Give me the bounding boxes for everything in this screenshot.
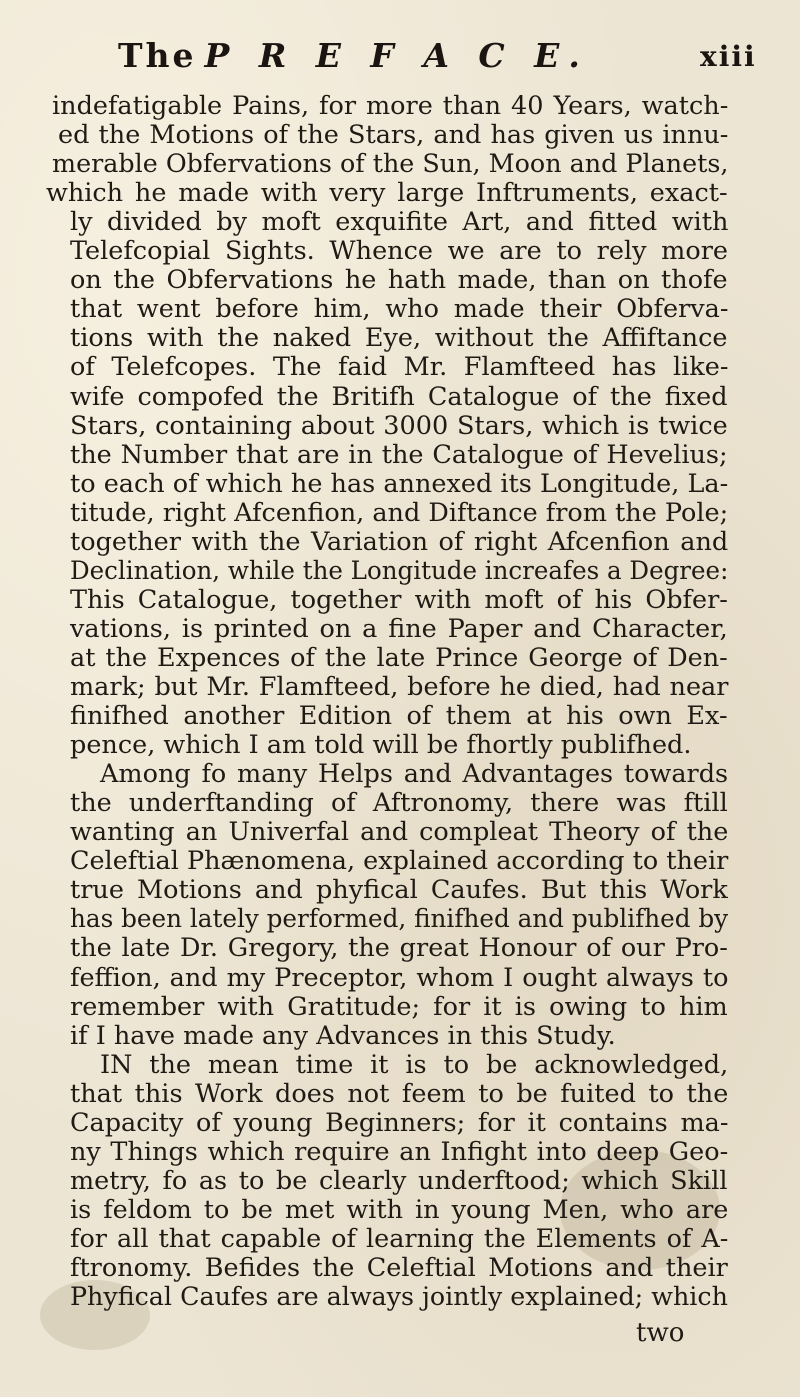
page-number: xiii	[700, 40, 757, 73]
text-line: mark; but Mr. Flamfteed, before he died, had near	[70, 672, 729, 702]
text-line: Telefcopial Sights. Whence we are to rely more	[70, 236, 728, 266]
text-line: IN the mean time it is to be acknowledged,	[100, 1050, 729, 1080]
text-line: on the Obfervations he hath made, than on thofe	[70, 265, 728, 295]
page-header	[0, 36, 800, 80]
text-line: tions with the naked Eye, without the Affiftance	[70, 323, 728, 353]
text-line: titude, right Afcenfion, and Diftance from the Pole;	[70, 498, 729, 528]
text-line: which he made with very large Inftruments, exact-	[46, 178, 728, 208]
text-line: for all that capable of learning the Elements of A-	[70, 1224, 729, 1254]
text-line: This Catalogue, together with moft of his Obfer-	[70, 585, 728, 615]
text-line: together with the Variation of right Afcenfion and	[70, 527, 729, 557]
text-line: to each of which he has annexed its Longitude, La-	[70, 469, 729, 499]
text-line: has been lately performed, finifhed and publifhed by	[70, 904, 729, 934]
text-line: the Number that are in the Catalogue of Hevelius;	[70, 440, 728, 470]
text-line: wanting an Univerfal and compleat Theory of the	[70, 817, 729, 847]
text-line: Phyfical Caufes are always jointly explained; which	[70, 1282, 728, 1312]
text-line: merable Obfervations of the Sun, Moon and Planets,	[52, 149, 729, 179]
text-line: wife compofed the Britifh Catalogue of the fixed	[70, 382, 728, 412]
text-line: ly divided by moft exquifite Art, and fitted with	[70, 207, 729, 237]
text-line: Stars, containing about 3000 Stars, which is twice	[70, 411, 728, 441]
text-line: of Telefcopes. The faid Mr. Flamfteed has like-	[70, 352, 729, 382]
catchword: two	[636, 1318, 685, 1348]
text-line: the late Dr. Gregory, the great Honour of our Pro-	[70, 933, 728, 963]
running-head	[118, 36, 589, 75]
text-line: Capacity of young Beginners; for it contains ma-	[70, 1108, 729, 1138]
text-line: ftronomy. Befides the Celeftial Motions and their	[70, 1253, 728, 1283]
running-head-the: The	[118, 36, 197, 75]
running-head-preface: P R E F A C E.	[204, 36, 589, 75]
text-line: pence, which I am told will be fhortly publifhed.	[70, 730, 692, 760]
text-line: that this Work does not feem to be fuited to the	[70, 1079, 729, 1109]
text-line: remember with Gratitude; for it is owing to him	[70, 992, 728, 1022]
text-line: metry, fo as to be clearly underftood; which Skill	[70, 1166, 728, 1196]
text-line: indefatigable Pains, for more than 40 Years, watch-	[52, 91, 729, 121]
text-line: if I have made any Advances in this Study.	[70, 1021, 616, 1051]
text-line: Among fo many Helps and Advantages towards	[100, 759, 729, 789]
text-line: Celeftial Phænomena, explained according to their	[70, 846, 729, 876]
text-line: feffion, and my Preceptor, whom I ought always to	[70, 963, 729, 993]
text-line: true Motions and phyfical Caufes. But this Work	[70, 875, 728, 905]
text-line: ed the Motions of the Stars, and has given us innu-	[58, 120, 729, 150]
text-line: is feldom to be met with in young Men, who are	[70, 1195, 729, 1225]
text-line: at the Expences of the late Prince George of Den-	[70, 643, 728, 673]
text-line: Declination, while the Longitude increafes a Degree:	[70, 556, 729, 586]
text-line: ny Things which require an Infight into deep Geo-	[70, 1137, 729, 1167]
text-line: the underftanding of Aftronomy, there was ftill	[70, 788, 728, 818]
text-line: finifhed another Edition of them at his own Ex-	[70, 701, 728, 731]
text-line: that went before him, who made their Obferva-	[70, 294, 729, 324]
text-line: vations, is printed on a fine Paper and Character,	[70, 614, 728, 644]
